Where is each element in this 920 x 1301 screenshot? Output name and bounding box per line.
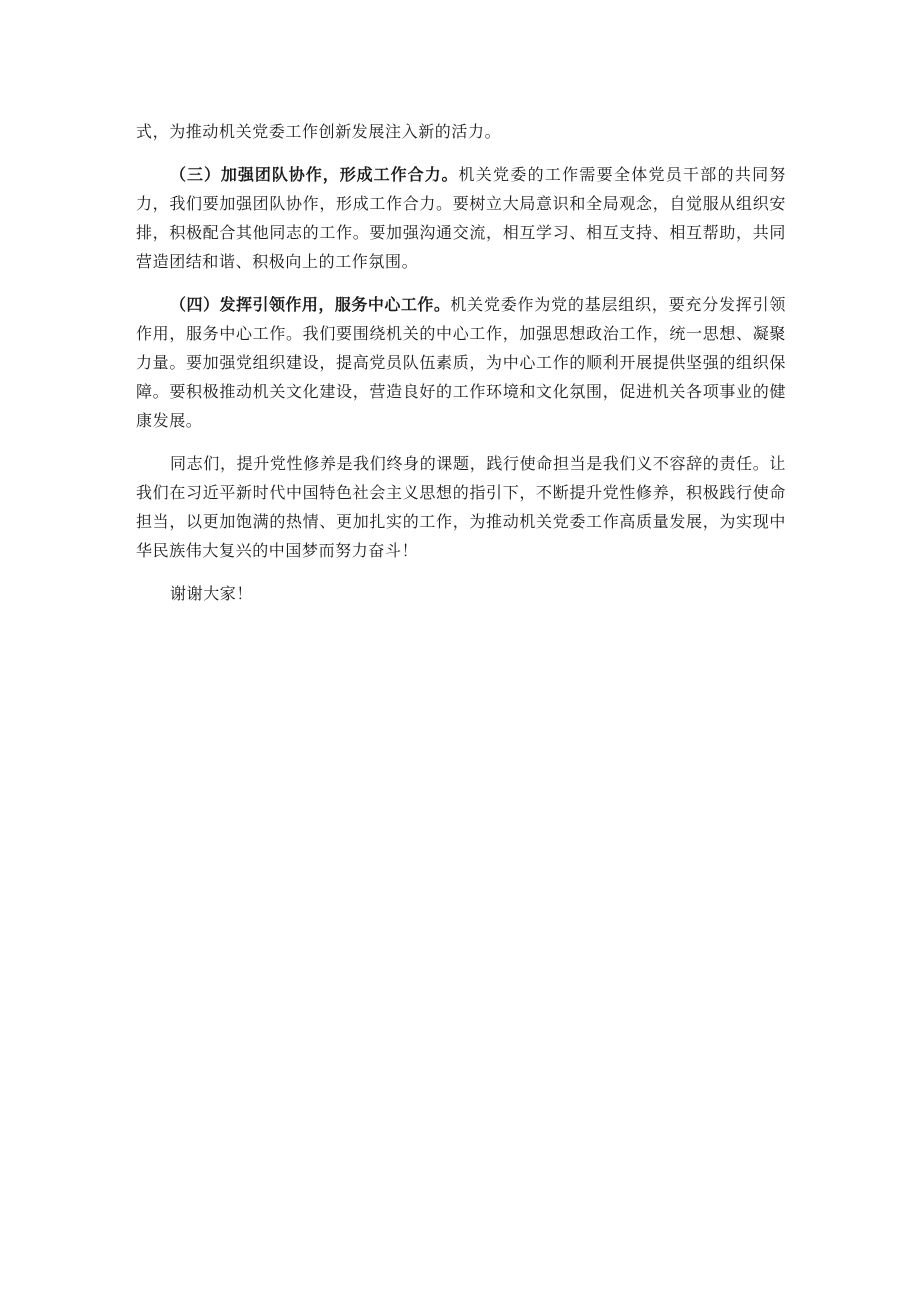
paragraph-text: 式，为推动机关党委工作创新发展注入新的活力。 (136, 122, 502, 141)
paragraph-thanks (136, 579, 786, 608)
paragraph-text: 同志们，提升党性修养是我们终身的课题，践行使命担当是我们义不容辞的责任。让我们在习近平新时代中国特色社会主义思想的指引下，不断提升党性修养，积极践行使命担当，以更加饱满的热情、更加扎实的工作，为推动机关党委工作高质量发展，为实现中华民族伟大复兴的中国梦而努力奋斗！ (136, 454, 786, 560)
paragraph-text: 机关党委的工作需要全体党员干部的共同努力，我们要加强团队协作，形成工作合力。要树立大局意识和全局观念，自觉服从组织安排，积极配合其他同志的工作。要加强沟通交流，相互学习、相互支持、相互帮助，共同营造团结和谐、积极向上的工作氛围。 (136, 165, 786, 271)
paragraph-section-four (136, 290, 786, 435)
paragraph-text: 机关党委作为党的基层组织，要充分发挥引领作用，服务中心工作。我们要围绕机关的中心工作，加强思想政治工作，统一思想、凝聚力量。要加强党组织建设，提高党员队伍素质，为中心工作的顺利开展提供坚强的组织保障。要积极推动机关文化建设，营造良好的工作环境和文化氛围，促进机关各项事业的健康发展。 (136, 295, 786, 430)
paragraph-section-three (136, 160, 786, 276)
paragraph-closing (136, 449, 786, 565)
document-body (136, 117, 786, 622)
paragraph-text: 谢谢大家！ (170, 584, 254, 603)
section-heading: （四）发挥引领作用，服务中心工作。 (170, 295, 451, 314)
section-heading: （三）加强团队协作，形成工作合力。 (170, 165, 459, 184)
paragraph-continuation (136, 117, 786, 146)
